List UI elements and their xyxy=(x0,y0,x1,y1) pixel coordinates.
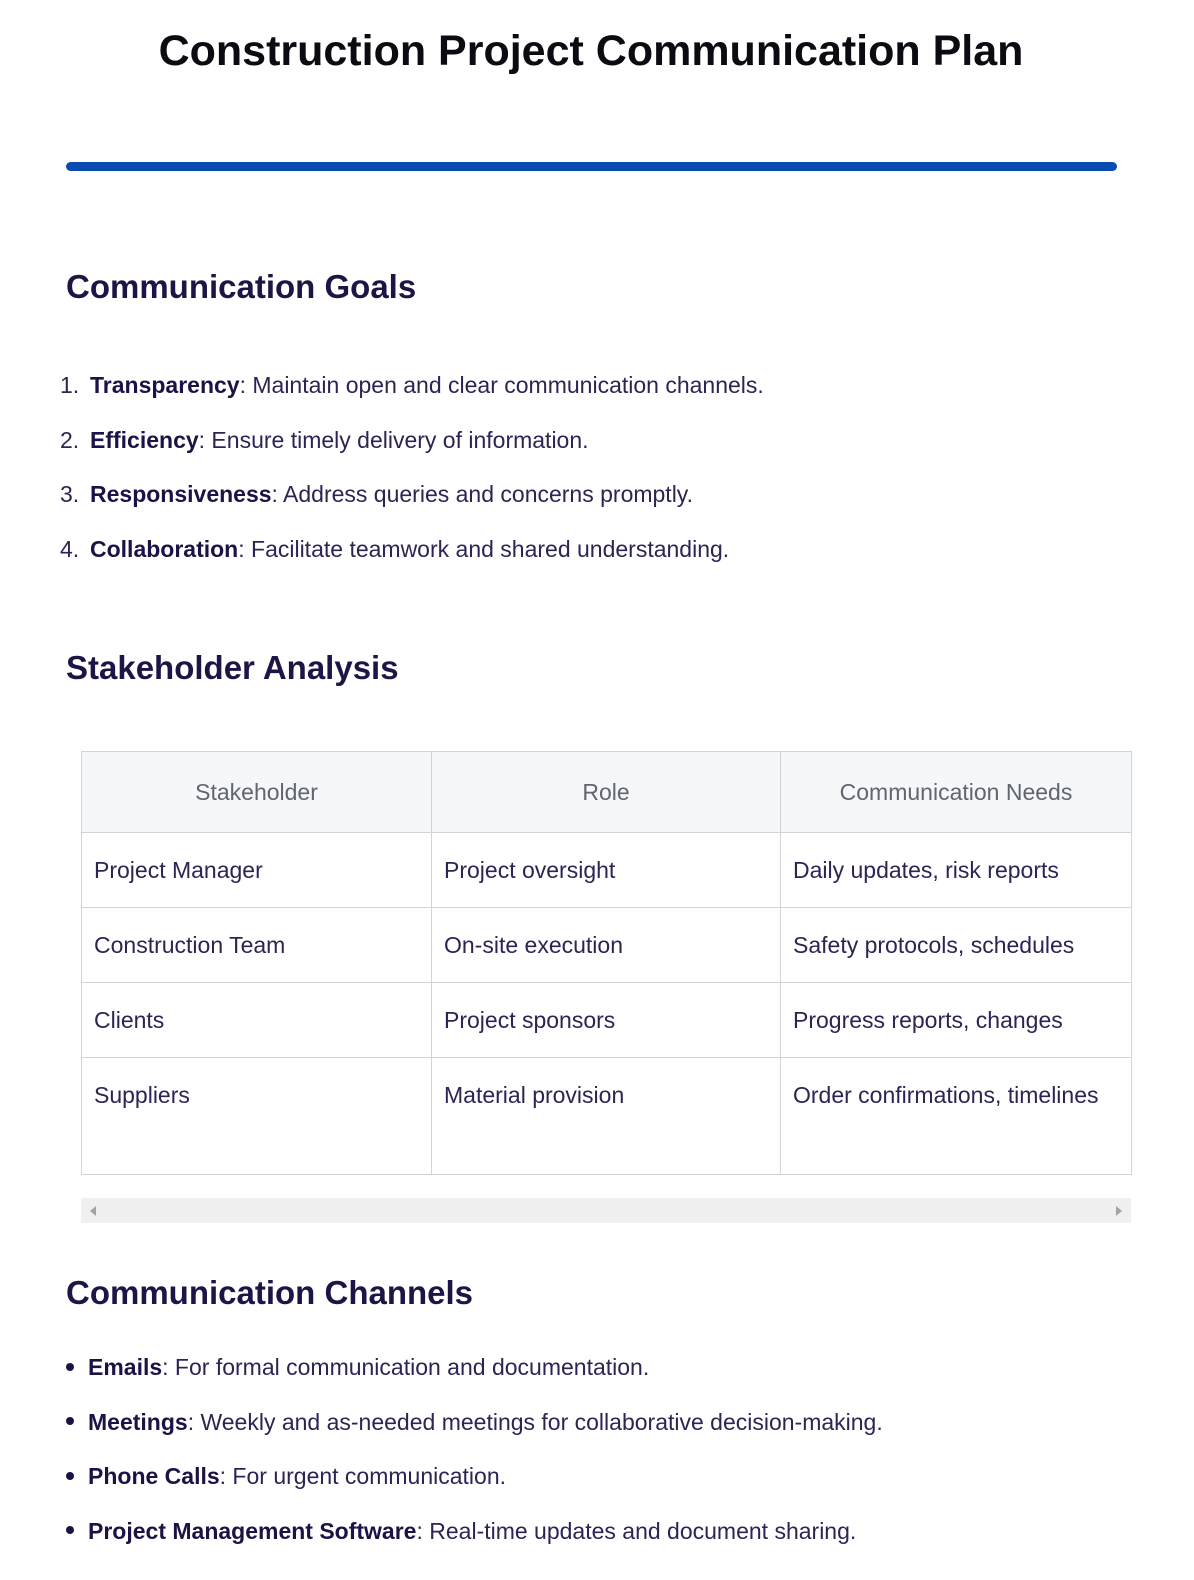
table-cell: Project Manager xyxy=(82,833,432,908)
scroll-right-arrow-icon[interactable] xyxy=(1116,1206,1122,1216)
table-cell: Daily updates, risk reports xyxy=(781,833,1132,908)
bullet-icon xyxy=(66,1417,74,1425)
table-row xyxy=(82,1058,1132,1175)
channel-description: : Real-time updates and document sharing. xyxy=(416,1517,857,1544)
column-header-stakeholder: Stakeholder xyxy=(82,752,432,833)
table-row xyxy=(82,908,1132,983)
table-row xyxy=(82,833,1132,908)
channel-term: Meetings xyxy=(88,1408,188,1435)
channel-description: : For formal communication and documentation. xyxy=(162,1354,650,1380)
goal-number: 4. xyxy=(60,535,80,562)
goal-item xyxy=(60,532,1140,566)
column-header-role: Role xyxy=(432,752,781,833)
bullet-icon xyxy=(66,1526,74,1534)
channels-list xyxy=(66,1350,1166,1568)
goal-term: Collaboration xyxy=(90,535,239,562)
table-cell: On-site execution xyxy=(432,908,781,983)
goal-description: : Maintain open and clear communication channels. xyxy=(239,372,764,398)
goal-description: : Facilitate teamwork and shared understanding. xyxy=(238,535,730,562)
page-title: Construction Project Communication Plan xyxy=(158,27,1024,75)
bullet-icon xyxy=(66,1363,74,1371)
goals-list xyxy=(60,368,1140,586)
goal-item xyxy=(60,477,1140,511)
goal-number: 1. xyxy=(60,372,80,398)
goal-number: 3. xyxy=(60,481,80,507)
goals-heading: Communication Goals xyxy=(66,268,417,305)
stakeholder-heading: Stakeholder Analysis xyxy=(66,649,399,686)
channel-item xyxy=(66,1350,1166,1384)
goal-number: 2. xyxy=(60,426,80,453)
table-cell: Construction Team xyxy=(82,908,432,983)
goal-term: Responsiveness xyxy=(90,481,272,507)
channel-item xyxy=(66,1514,1166,1548)
column-header-needs: Communication Needs xyxy=(781,752,1132,833)
goal-item xyxy=(60,368,1140,402)
table-horizontal-scrollbar[interactable] xyxy=(81,1198,1131,1223)
table-cell: Clients xyxy=(82,983,432,1058)
goal-description: : Address queries and concerns promptly. xyxy=(271,481,693,507)
channel-term: Phone Calls xyxy=(88,1463,220,1489)
channels-heading: Communication Channels xyxy=(66,1274,474,1311)
channel-description: : Weekly and as-needed meetings for collaborative decision-making. xyxy=(187,1408,883,1435)
table-cell: Order confirmations, timelines xyxy=(781,1058,1132,1175)
table-cell: Progress reports, changes xyxy=(781,983,1132,1058)
bullet-icon xyxy=(66,1472,74,1480)
table-cell: Project oversight xyxy=(432,833,781,908)
title-divider xyxy=(66,162,1117,171)
table-header-row xyxy=(82,752,1132,833)
table-cell: Project sponsors xyxy=(432,983,781,1058)
goal-item xyxy=(60,423,1140,457)
stakeholder-table xyxy=(81,751,1132,1175)
channel-term: Emails xyxy=(88,1354,163,1380)
table-cell: Suppliers xyxy=(82,1058,432,1175)
channel-term: Project Management Software xyxy=(88,1517,417,1544)
table-cell: Safety protocols, schedules xyxy=(781,908,1132,983)
channel-item xyxy=(66,1405,1166,1439)
goal-term: Transparency xyxy=(90,372,240,398)
channel-description: : For urgent communication. xyxy=(219,1463,506,1489)
scroll-left-arrow-icon[interactable] xyxy=(90,1206,96,1216)
table-cell: Material provision xyxy=(432,1058,781,1175)
goal-term: Efficiency xyxy=(90,426,199,453)
goal-description: : Ensure timely delivery of information. xyxy=(198,426,589,453)
table-row xyxy=(82,983,1132,1058)
channel-item xyxy=(66,1459,1166,1493)
